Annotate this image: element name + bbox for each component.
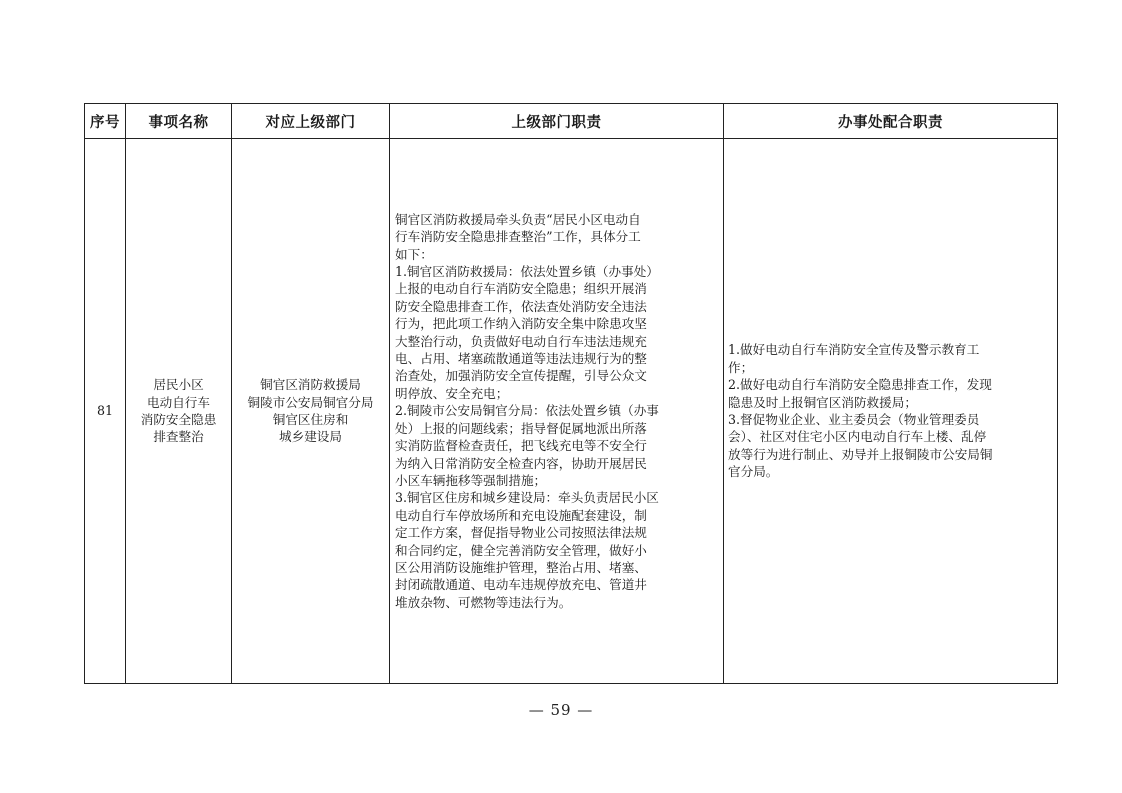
table-row — [85, 139, 1058, 684]
header-seq: 序号 — [85, 104, 126, 139]
upper-duty-line: 行为，把此项工作纳入消防安全集中除患攻坚 — [395, 316, 647, 332]
upper-duty-line: 明停放、安全充电； — [395, 385, 509, 401]
office-duty-line: 2.做好电动自行车消防安全隐患排查工作，发现 — [728, 377, 992, 393]
upper-duty-line: 封闭疏散通道、电动车违规停放充电、管道井 — [395, 577, 647, 593]
header-upper-duty: 上级部门职责 — [390, 104, 724, 139]
office-duty-line: 1.做好电动自行车消防安全宣传及警示教育工 — [728, 342, 980, 358]
row-upper-dept — [232, 139, 390, 684]
upper-duty-line: 2.铜陵市公安局铜官分局：依法处置乡镇（办事 — [395, 403, 659, 419]
row-seq: 81 — [85, 139, 126, 684]
upper-duty-line: 小区车辆拖移等强制措施； — [395, 472, 547, 488]
table-header-row — [85, 104, 1058, 139]
upper-duty-line: 行车消防安全隐患排查整治”工作，具体分工 — [395, 229, 641, 245]
upper-duty-line: 为纳入日常消防安全检查内容，协助开展居民 — [395, 455, 647, 471]
upper-dept-line: 铜官区住房和 — [272, 412, 349, 427]
row-upper-duty — [390, 139, 724, 684]
upper-duty-line: 堆放杂物、可燃物等违法行为。 — [395, 594, 572, 610]
upper-duty-line: 电、占用、堵塞疏散通道等违法违规行为的整 — [395, 351, 647, 367]
upper-duty-line: 实消防监督检查责任，把飞线充电等不安全行 — [395, 438, 647, 454]
upper-duty-line: 电动自行车停放场所和充电设施配套建设，制 — [395, 507, 647, 523]
upper-dept-line: 铜官区消防救援局 — [260, 377, 361, 393]
upper-duty-line: 区公用消防设施维护管理，整治占用、堵塞、 — [395, 559, 647, 575]
upper-duty-line: 3.铜官区住房和城乡建设局：牵头负责居民小区 — [395, 490, 659, 506]
row-office-duty — [724, 139, 1058, 684]
upper-duty-line: 防安全隐患排查工作，依法查处消防安全违法 — [395, 298, 647, 314]
upper-duty-line: 大整治行动，负责做好电动自行车违法违规充 — [395, 333, 647, 349]
upper-duty-line: 铜官区消防救援局牵头负责“居民小区电动自 — [395, 211, 641, 227]
duty-table — [84, 103, 1058, 684]
item-name-line: 电动自行车 — [147, 394, 210, 410]
header-upper-dept: 对应上级部门 — [232, 104, 390, 139]
upper-duty-line: 如下： — [395, 246, 433, 262]
office-duty-line: 隐患及时上报铜官区消防救援局； — [728, 394, 917, 410]
office-duty-line: 3.督促物业企业、业主委员会（物业管理委员 — [728, 412, 980, 427]
upper-duty-line: 上报的电动自行车消防安全隐患；组织开展消 — [395, 281, 647, 297]
upper-dept-line: 城乡建设局 — [279, 429, 342, 445]
item-name-line: 居民小区 — [153, 377, 204, 393]
upper-duty-line: 治查处，加强消防安全宣传提醒，引导公众文 — [395, 368, 647, 384]
upper-duty-line: 处）上报的问题线索；指导督促属地派出所落 — [395, 420, 647, 436]
office-duty-line: 会）、社区对住宅小区内电动自行车上楼、乱停 — [728, 429, 987, 445]
item-name-line: 消防安全隐患 — [140, 412, 217, 427]
header-office-duty: 办事处配合职责 — [724, 104, 1058, 139]
upper-duty-line: 1.铜官区消防救援局：依法处置乡镇（办事处） — [395, 264, 659, 280]
upper-duty-line: 定工作方案，督促指导物业公司按照法律法规 — [395, 525, 647, 541]
office-duty-line: 放等行为进行制止、劝导并上报铜陵市公安局铜 — [728, 446, 993, 462]
office-duty-line: 作； — [728, 359, 754, 375]
page-number: — 59 — — [528, 701, 594, 719]
header-item-name: 事项名称 — [126, 104, 232, 139]
row-item-name — [126, 139, 232, 684]
item-name-line: 排查整治 — [153, 429, 204, 445]
upper-dept-line: 铜陵市公安局铜官分局 — [247, 394, 374, 410]
upper-duty-line: 和合同约定，健全完善消防安全管理，做好小 — [395, 542, 647, 558]
office-duty-line: 官分局。 — [728, 464, 779, 480]
